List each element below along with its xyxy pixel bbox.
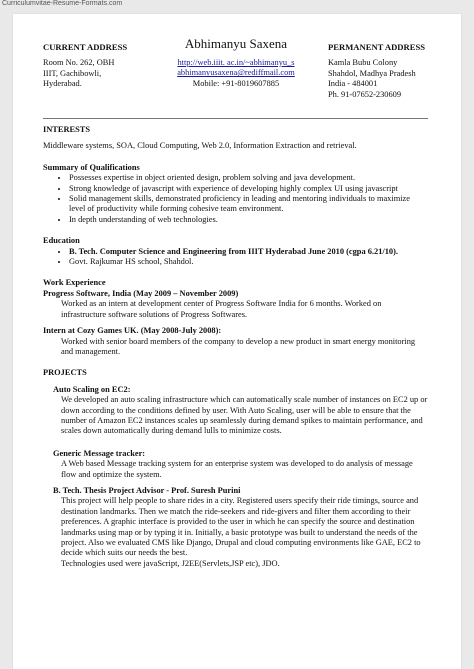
permanent-address-line: Ph. 91-07652-230609 <box>328 89 402 99</box>
permanent-address-line: India - 484001 <box>328 79 378 89</box>
project-title: Generic Message tracker: <box>53 448 146 458</box>
list-item: • Possesses expertise in object oriented design, problem solving and java development. <box>69 173 428 183</box>
job-description: Worked as an intern at development center of Progress Software India for 6 months. Worked on infrastructure software solutions of Progress Softwares. <box>61 299 382 319</box>
list-item: • Strong knowledge of javascript with experience of developing highly complex UI using javascript <box>69 184 428 194</box>
job-title: Intern at Cozy Games UK. (May 2008-July 2008): <box>43 326 222 336</box>
current-address-line: IIIT, Gachibowli, <box>43 68 102 78</box>
mobile-number: Mobile: +91-8019607885 <box>192 78 280 88</box>
current-address-line: Room No. 262, OBH <box>43 58 115 68</box>
current-address-heading: CURRENT ADDRESS <box>43 42 128 52</box>
permanent-address-heading: PERMANENT ADDRESS <box>328 42 426 52</box>
permanent-address-line: Kamla Bubu Colony <box>328 58 398 68</box>
email-link[interactable]: abhimanyusaxena@rediffmail.com <box>177 68 295 78</box>
candidate-name: Abhimanyu Saxena <box>184 36 288 51</box>
list-item: • B. Tech. Computer Science and Engineering from IIIT Hyderabad June 2010 (cgpa 6.21/10). <box>69 247 428 257</box>
job-description: Worked with senior board members of the company to develop a new product in smart energy monitoring and management. <box>61 336 416 356</box>
resume-page <box>13 14 461 669</box>
permanent-address-line: Shahdol, Madhya Pradesh <box>328 68 416 78</box>
list-item: • Govt. Rajkumar HS school, Shahdol. <box>69 257 428 267</box>
project-description: A Web based Message tracking system for an enterprise system was developed to do analysis of message flow and optimize the system. <box>61 459 413 479</box>
qualifications-heading: Summary of Qualifications <box>43 162 140 172</box>
education-list <box>43 247 428 268</box>
current-address-line: Hyderabad. <box>43 79 82 89</box>
list-item: • In depth understanding of web technologies. <box>69 215 428 225</box>
work-heading: Work Experience <box>43 278 106 288</box>
projects-heading: PROJECTS <box>43 368 87 378</box>
interests-text: Middleware systems, SOA, Cloud Computing, Web 2.0, Information Extraction and retrieval. <box>43 141 357 151</box>
interests-heading: INTERESTS <box>43 125 91 134</box>
list-item: • Solid management skills, demonstrated proficiency in leading and mentoring individuals to maximize level of productivity while forming cohesive team environment. <box>69 194 428 215</box>
qualifications-list <box>43 173 428 225</box>
education-heading: Education <box>43 236 80 246</box>
permanent-address-block <box>328 42 438 100</box>
project-technologies: Technologies used were javaScript, J2EE(Servlets,JSP etc), JDO. <box>61 558 280 568</box>
job-title: Progress Software, India (May 2009 – November 2009) <box>43 288 239 298</box>
resume-header <box>43 36 428 118</box>
website-link[interactable]: http://web.iiit. ac.in/~abhimanyu_s <box>177 58 295 67</box>
resume-content <box>43 36 428 569</box>
project-title: B. Tech. Thesis Project Advisor - Prof. Suresh Purini <box>53 485 241 495</box>
current-address-block <box>43 42 163 90</box>
header-divider <box>43 118 428 119</box>
watermark-text: Curriculumvitae-Resume-Formats.com <box>2 0 123 7</box>
project-description: We developed an auto scaling infrastructure which can automatically scale number of instances on EC2 up or down according to the conditions defined by user. With Auto Scaling, user will be able to ensure that the number of Amazon EC2 instances scales up seamlessly during demand spikes to maintain performance, and scales down automatically during demand lulls to minimize costs. <box>61 395 428 436</box>
contact-block <box>161 36 311 89</box>
project-title: Auto Scaling on EC2: <box>53 384 131 394</box>
project-description: This project will help people to share rides in a city. Registered users specify their ride timings, source and destination landmarks. Then we match the ride-seekers and ride-givers and filter them according to their preferences. A graphic interface is provided to the user in which he can specify the source and destination landmarks using map or by typing it in. Initially, a basic prototype was built to understand the needs of the project. Also we evaluated CMS like Django, Drupal and cloud computing environments like GAE, EC2 to decide which suits our needs the best. <box>61 496 421 558</box>
